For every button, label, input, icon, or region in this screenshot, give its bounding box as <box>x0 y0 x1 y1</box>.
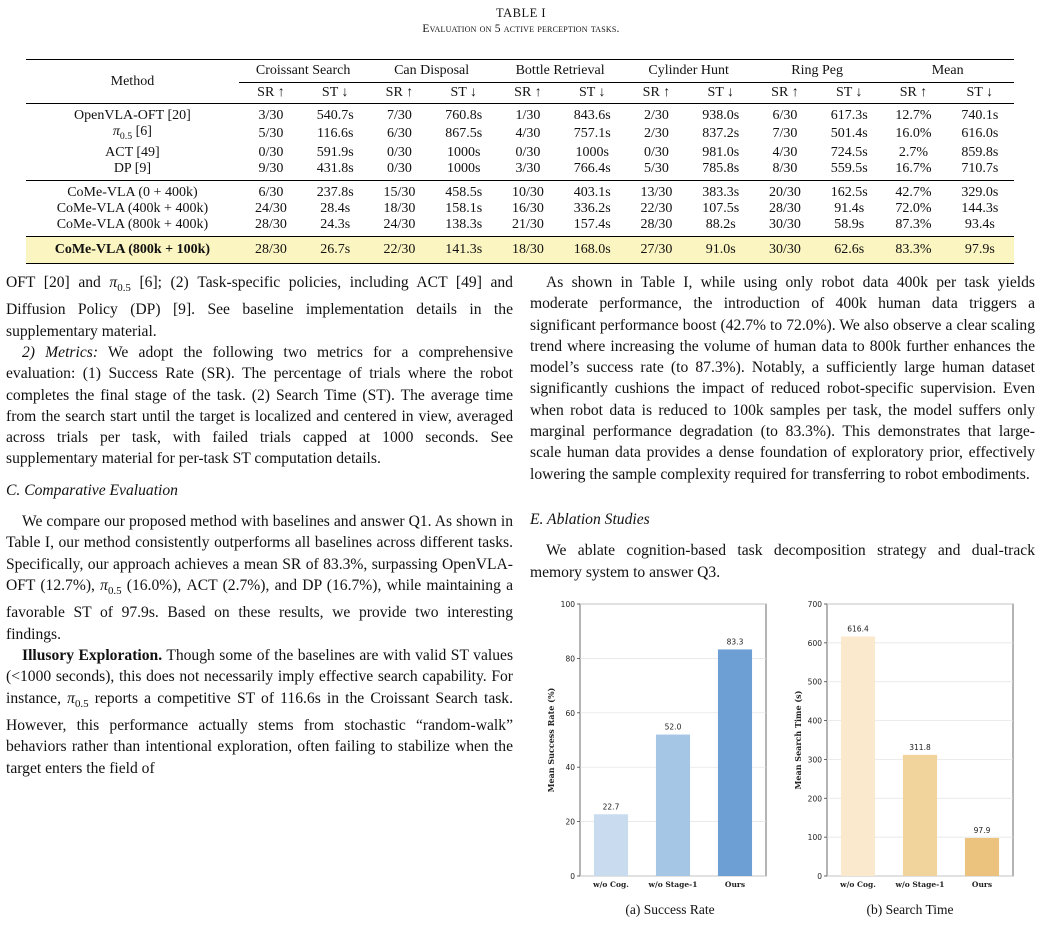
value-cell: 26.7s <box>303 236 367 263</box>
value-cell: 766.4s <box>573 160 611 176</box>
value-cell: 28.4s <box>320 200 351 216</box>
value-cell: 10/30 <box>496 180 560 201</box>
value-cell: 5/30 <box>644 160 669 176</box>
value-cell: 5/30 <box>258 126 284 142</box>
pi-symbol: $\pi_{0.5}$ <box>100 576 122 598</box>
x-category-label: Ours <box>724 880 746 889</box>
value-cell: 2/30 <box>644 108 669 123</box>
value-cell: 158.1s <box>445 200 483 216</box>
task-header: Cylinder Hunt <box>624 60 753 83</box>
task-header: Mean <box>881 60 1014 83</box>
value-cell: 87.3% <box>895 216 932 232</box>
value-cell: 0/30 <box>387 160 412 176</box>
value-cell: 710.7s <box>961 160 999 176</box>
st-header: ST ↓ <box>432 83 496 104</box>
method-cell: CoMe-VLA (400k + 400k) <box>56 200 209 216</box>
y-tick-label: 500 <box>807 677 822 687</box>
y-tick-label: 100 <box>807 833 822 843</box>
success-rate-chart <box>540 594 780 894</box>
y-tick-label: 300 <box>807 755 822 765</box>
table-row <box>26 104 1014 125</box>
value-cell: 0/30 <box>258 144 284 160</box>
value-cell: 7/30 <box>772 126 798 142</box>
value-cell: 785.8s <box>702 160 740 176</box>
value-cell: 162.5s <box>817 180 881 201</box>
value-cell: 72.0% <box>895 200 932 216</box>
section-heading-e: E. Ablation Studies <box>530 510 650 528</box>
value-cell: 0/30 <box>387 144 412 160</box>
value-cell: 329.0s <box>946 180 1014 201</box>
table-body <box>26 104 1014 264</box>
task-header: Can Disposal <box>367 60 496 83</box>
bar-value-label: 97.9 <box>973 825 991 835</box>
y-tick-label: 100 <box>560 600 575 609</box>
value-cell: 859.8s <box>961 144 999 160</box>
value-cell: 6/30 <box>772 108 798 123</box>
value-cell: 22/30 <box>640 200 673 216</box>
value-cell: 837.2s <box>702 126 740 142</box>
value-cell: 83.3% <box>881 236 945 263</box>
value-cell: 3/30 <box>258 108 284 123</box>
results-table <box>26 59 1014 264</box>
bar <box>841 636 875 876</box>
paragraph-ablation: We ablate cognition-based task decomposition strategy and dual-track memory system to answer Q3. <box>530 542 1035 581</box>
value-cell: 12.7% <box>895 108 932 123</box>
table-row <box>26 180 1014 201</box>
bar <box>965 838 999 876</box>
task-header: Croissant Search <box>239 60 368 83</box>
value-cell: 13/30 <box>624 180 688 201</box>
value-cell: 458.5s <box>432 180 496 201</box>
task-header: Bottle Retrieval <box>496 60 625 83</box>
table-row <box>26 145 1014 161</box>
right-text-column <box>530 272 1035 583</box>
y-tick-label: 60 <box>565 708 575 718</box>
y-tick-label: 80 <box>565 654 575 664</box>
value-cell: 20/30 <box>753 180 817 201</box>
value-cell: 15/30 <box>367 180 431 201</box>
illusory-text: Though some of the baselines are with valid ST values (<1000 seconds), this does not necessarily imply effective search capability. For instance, $\pi_{0.5}$ reports a competitive ST of 116.6s in the Croissant Search task. However, this performance actually stems from stochastic “random-walk” behaviors rather than intentional exploration, often failing to stabilize when the target enters the field of <box>6 646 514 777</box>
value-cell: 168.0s <box>560 236 624 263</box>
sr-header: SR ↑ <box>367 83 431 104</box>
value-cell: 138.3s <box>445 216 483 232</box>
value-cell: 28/30 <box>255 216 287 232</box>
paragraph-baselines: OFT [20] and $\pi_{0.5}$ [6]; (2) Task-specific policies, including ACT [49] and Diffusion Policy (DP) [9]. See baseline implementation details in the supplementary material. <box>6 274 513 340</box>
value-cell: 383.3s <box>689 180 753 201</box>
table-row <box>26 201 1014 217</box>
search-time-chart <box>787 594 1027 894</box>
value-cell: 540.7s <box>316 108 354 123</box>
value-cell: 157.4s <box>573 216 611 232</box>
section-heading-c: C. Comparative Evaluation <box>6 481 178 499</box>
value-cell: 616.0s <box>961 126 999 142</box>
paragraph-illusory <box>6 645 513 779</box>
metrics-text: We adopt the following two metrics for a comprehensive evaluation: (1) Success Rate (SR). The percentage of trials where the robot completes the final stage of the task. (2) Search Time (ST). The average time from the search start until the target is localized and centered in view, averaged across trials per task, with failed trials capped at 1000 seconds. See supplementary material for per-task ST computation details. <box>6 344 513 468</box>
table-row-highlighted <box>26 236 1014 263</box>
value-cell: 93.4s <box>964 216 995 232</box>
figure-a-caption: (a) Success Rate <box>625 902 715 917</box>
y-tick-label: 700 <box>807 600 822 609</box>
bar <box>903 755 937 876</box>
bar <box>718 649 752 876</box>
method-cell: DP [9] <box>113 160 152 176</box>
pi-symbol: $\pi_{0.5}$ <box>109 274 131 295</box>
figure-b-caption: (b) Search Time <box>866 902 954 917</box>
value-cell: 28/30 <box>769 200 801 216</box>
st-header: ST ↓ <box>560 83 624 104</box>
value-cell: 30/30 <box>769 216 801 232</box>
value-cell: 16.0% <box>895 126 932 142</box>
y-tick-label: 0 <box>817 872 822 881</box>
value-cell: 617.3s <box>830 108 868 123</box>
y-tick-label: 400 <box>807 716 822 726</box>
sr-header: SR ↑ <box>239 83 303 104</box>
value-cell: 6/30 <box>387 126 412 142</box>
sr-header: SR ↑ <box>753 83 817 104</box>
value-cell: 1000s <box>447 144 481 160</box>
bar-value-label: 22.7 <box>602 802 620 812</box>
value-cell: 91.0s <box>689 236 753 263</box>
value-cell: 938.0s <box>702 108 740 123</box>
table-caption-number: TABLE I <box>495 6 547 20</box>
paragraph-comparative: We compare our proposed method with baselines and answer Q1. As shown in Table I, our method consistently outperforms all baselines across different tasks. Specifically, our approach achieves a mean SR of 83.3%, surpassing OpenVLA-OFT (12.7%), $\pi_{0.5}$ (16.0%), ACT (2.7%), and DP (16.7%), while maintaining a favorable ST of 97.9s. Based on these results, we provide two interesting findings. <box>6 513 513 643</box>
illusory-heading: Illusory Exploration. <box>22 646 163 664</box>
value-cell: 740.1s <box>961 108 999 123</box>
value-cell: 0/30 <box>515 144 541 160</box>
value-cell: 22/30 <box>367 236 431 263</box>
y-tick-label: 0 <box>570 872 575 881</box>
value-cell: 9/30 <box>258 160 284 176</box>
figure-success-rate <box>540 594 780 894</box>
value-cell: 88.2s <box>705 216 736 232</box>
value-cell: 18/30 <box>383 200 416 216</box>
value-cell: 27/30 <box>624 236 688 263</box>
value-cell: 8/30 <box>772 160 798 176</box>
value-cell: 18/30 <box>496 236 560 263</box>
value-cell: 757.1s <box>573 126 611 142</box>
value-cell: 1/30 <box>515 108 541 123</box>
value-cell: 2/30 <box>644 126 669 142</box>
value-cell: 843.6s <box>573 108 611 123</box>
value-cell: 97.9s <box>946 236 1014 263</box>
value-cell: 0/30 <box>644 144 669 160</box>
value-cell: 591.9s <box>316 144 354 160</box>
table-row <box>26 124 1014 145</box>
value-cell: 431.8s <box>316 160 354 176</box>
pi-symbol: $\pi_{0.5}$ <box>67 689 89 710</box>
bar-value-label: 616.4 <box>847 624 869 634</box>
value-cell: 1000s <box>575 144 609 160</box>
value-cell: 141.3s <box>432 236 496 263</box>
value-cell: 58.9s <box>834 216 865 232</box>
x-category-label: w/o Stage-1 <box>648 880 698 889</box>
x-category-label: w/o Cog. <box>593 880 629 889</box>
metrics-subheading: 2) Metrics: <box>22 344 99 361</box>
value-cell: 559.5s <box>830 160 868 176</box>
value-cell: 24/30 <box>255 200 287 216</box>
sr-header: SR ↑ <box>881 83 945 104</box>
value-cell: 867.5s <box>445 126 483 142</box>
y-tick-label: 20 <box>565 817 575 827</box>
y-tick-label: 40 <box>565 763 575 773</box>
value-cell: 24/30 <box>383 216 416 232</box>
value-cell: 6/30 <box>239 180 303 201</box>
figure-search-time <box>787 594 1027 894</box>
pi-symbol: $\pi_{0.5}$ <box>112 124 133 142</box>
value-cell: 16.7% <box>895 160 932 176</box>
y-tick-label: 200 <box>807 794 822 804</box>
y-axis-label: Mean Search Time (s) <box>793 690 803 790</box>
method-cell: $\pi_{0.5}$ [6] <box>112 124 152 142</box>
value-cell: 107.5s <box>702 200 740 216</box>
table-row <box>26 217 1014 237</box>
value-cell: 981.0s <box>702 144 740 160</box>
bar-value-label: 83.3 <box>726 637 744 647</box>
y-tick-label: 600 <box>807 638 822 648</box>
value-cell: 116.6s <box>317 126 354 142</box>
value-cell: 30/30 <box>753 236 817 263</box>
value-cell: 28/30 <box>640 216 673 232</box>
sr-header: SR ↑ <box>624 83 688 104</box>
task-header: Ring Peg <box>753 60 882 83</box>
value-cell: 336.2s <box>573 200 611 216</box>
value-cell: 760.8s <box>445 108 483 123</box>
bar-value-label: 311.8 <box>909 742 931 752</box>
value-cell: 21/30 <box>512 216 544 232</box>
table-header-row <box>26 60 1014 83</box>
value-cell: 2.7% <box>898 144 929 160</box>
method-cell: CoMe-VLA (800k + 100k) <box>26 236 239 263</box>
value-cell: 1000s <box>447 160 481 176</box>
table-caption-title: Evaluation on 5 active perception tasks. <box>422 23 620 35</box>
st-header: ST ↓ <box>689 83 753 104</box>
value-cell: 42.7% <box>881 180 945 201</box>
method-cell: OpenVLA-OFT [20] <box>74 108 191 123</box>
value-cell: 91.4s <box>834 200 865 216</box>
value-cell: 28/30 <box>239 236 303 263</box>
x-category-label: w/o Stage-1 <box>895 880 945 889</box>
bar-value-label: 52.0 <box>664 722 682 732</box>
value-cell: 7/30 <box>387 108 412 123</box>
value-cell: 501.4s <box>830 126 868 142</box>
st-header: ST ↓ <box>946 83 1014 104</box>
st-header: ST ↓ <box>303 83 367 104</box>
method-cell: CoMe-VLA (800k + 400k) <box>56 216 209 232</box>
value-cell: 144.3s <box>961 200 999 216</box>
paragraph-metrics <box>6 342 513 470</box>
x-category-label: w/o Cog. <box>840 880 876 889</box>
method-header: Method <box>26 60 239 104</box>
left-text-column <box>6 272 513 779</box>
value-cell: 62.6s <box>817 236 881 263</box>
value-cell: 403.1s <box>560 180 624 201</box>
x-category-label: Ours <box>971 880 993 889</box>
table-row <box>26 161 1014 181</box>
paragraph-scaling: As shown in Table I, while using only robot data 400k per task yields moderate performance, the introduction of 400k human data triggers a significant performance boost (42.7% to 72.0%). We also observe a clear scaling trend where increasing the volume of human data to 800k further enhances the model’s success rate (to 87.3%). Notably, a sufficiently large human dataset significantly cushions the impact of reduced robot-specific supervision. Even when robot data is reduced to 100k samples per task, the model suffers only marginal performance degradation (to 83.3%). This demonstrates that large-scale human data provides a dense foundation of exploratory prior, effectively lowering the sample complexity required for transferring to robot embodiments. <box>530 274 1035 483</box>
method-cell: ACT [49] <box>105 144 160 160</box>
value-cell: 24.3s <box>320 216 351 232</box>
bar <box>656 735 690 876</box>
value-cell: 4/30 <box>772 144 798 160</box>
value-cell: 3/30 <box>515 160 541 176</box>
value-cell: 237.8s <box>303 180 367 201</box>
value-cell: 4/30 <box>515 126 541 142</box>
y-axis-label: Mean Success Rate (%) <box>546 687 556 793</box>
bar <box>594 814 628 876</box>
value-cell: 724.5s <box>830 144 868 160</box>
method-cell: CoMe-VLA (0 + 400k) <box>26 180 239 201</box>
st-header: ST ↓ <box>817 83 881 104</box>
sr-header: SR ↑ <box>496 83 560 104</box>
value-cell: 16/30 <box>512 200 544 216</box>
